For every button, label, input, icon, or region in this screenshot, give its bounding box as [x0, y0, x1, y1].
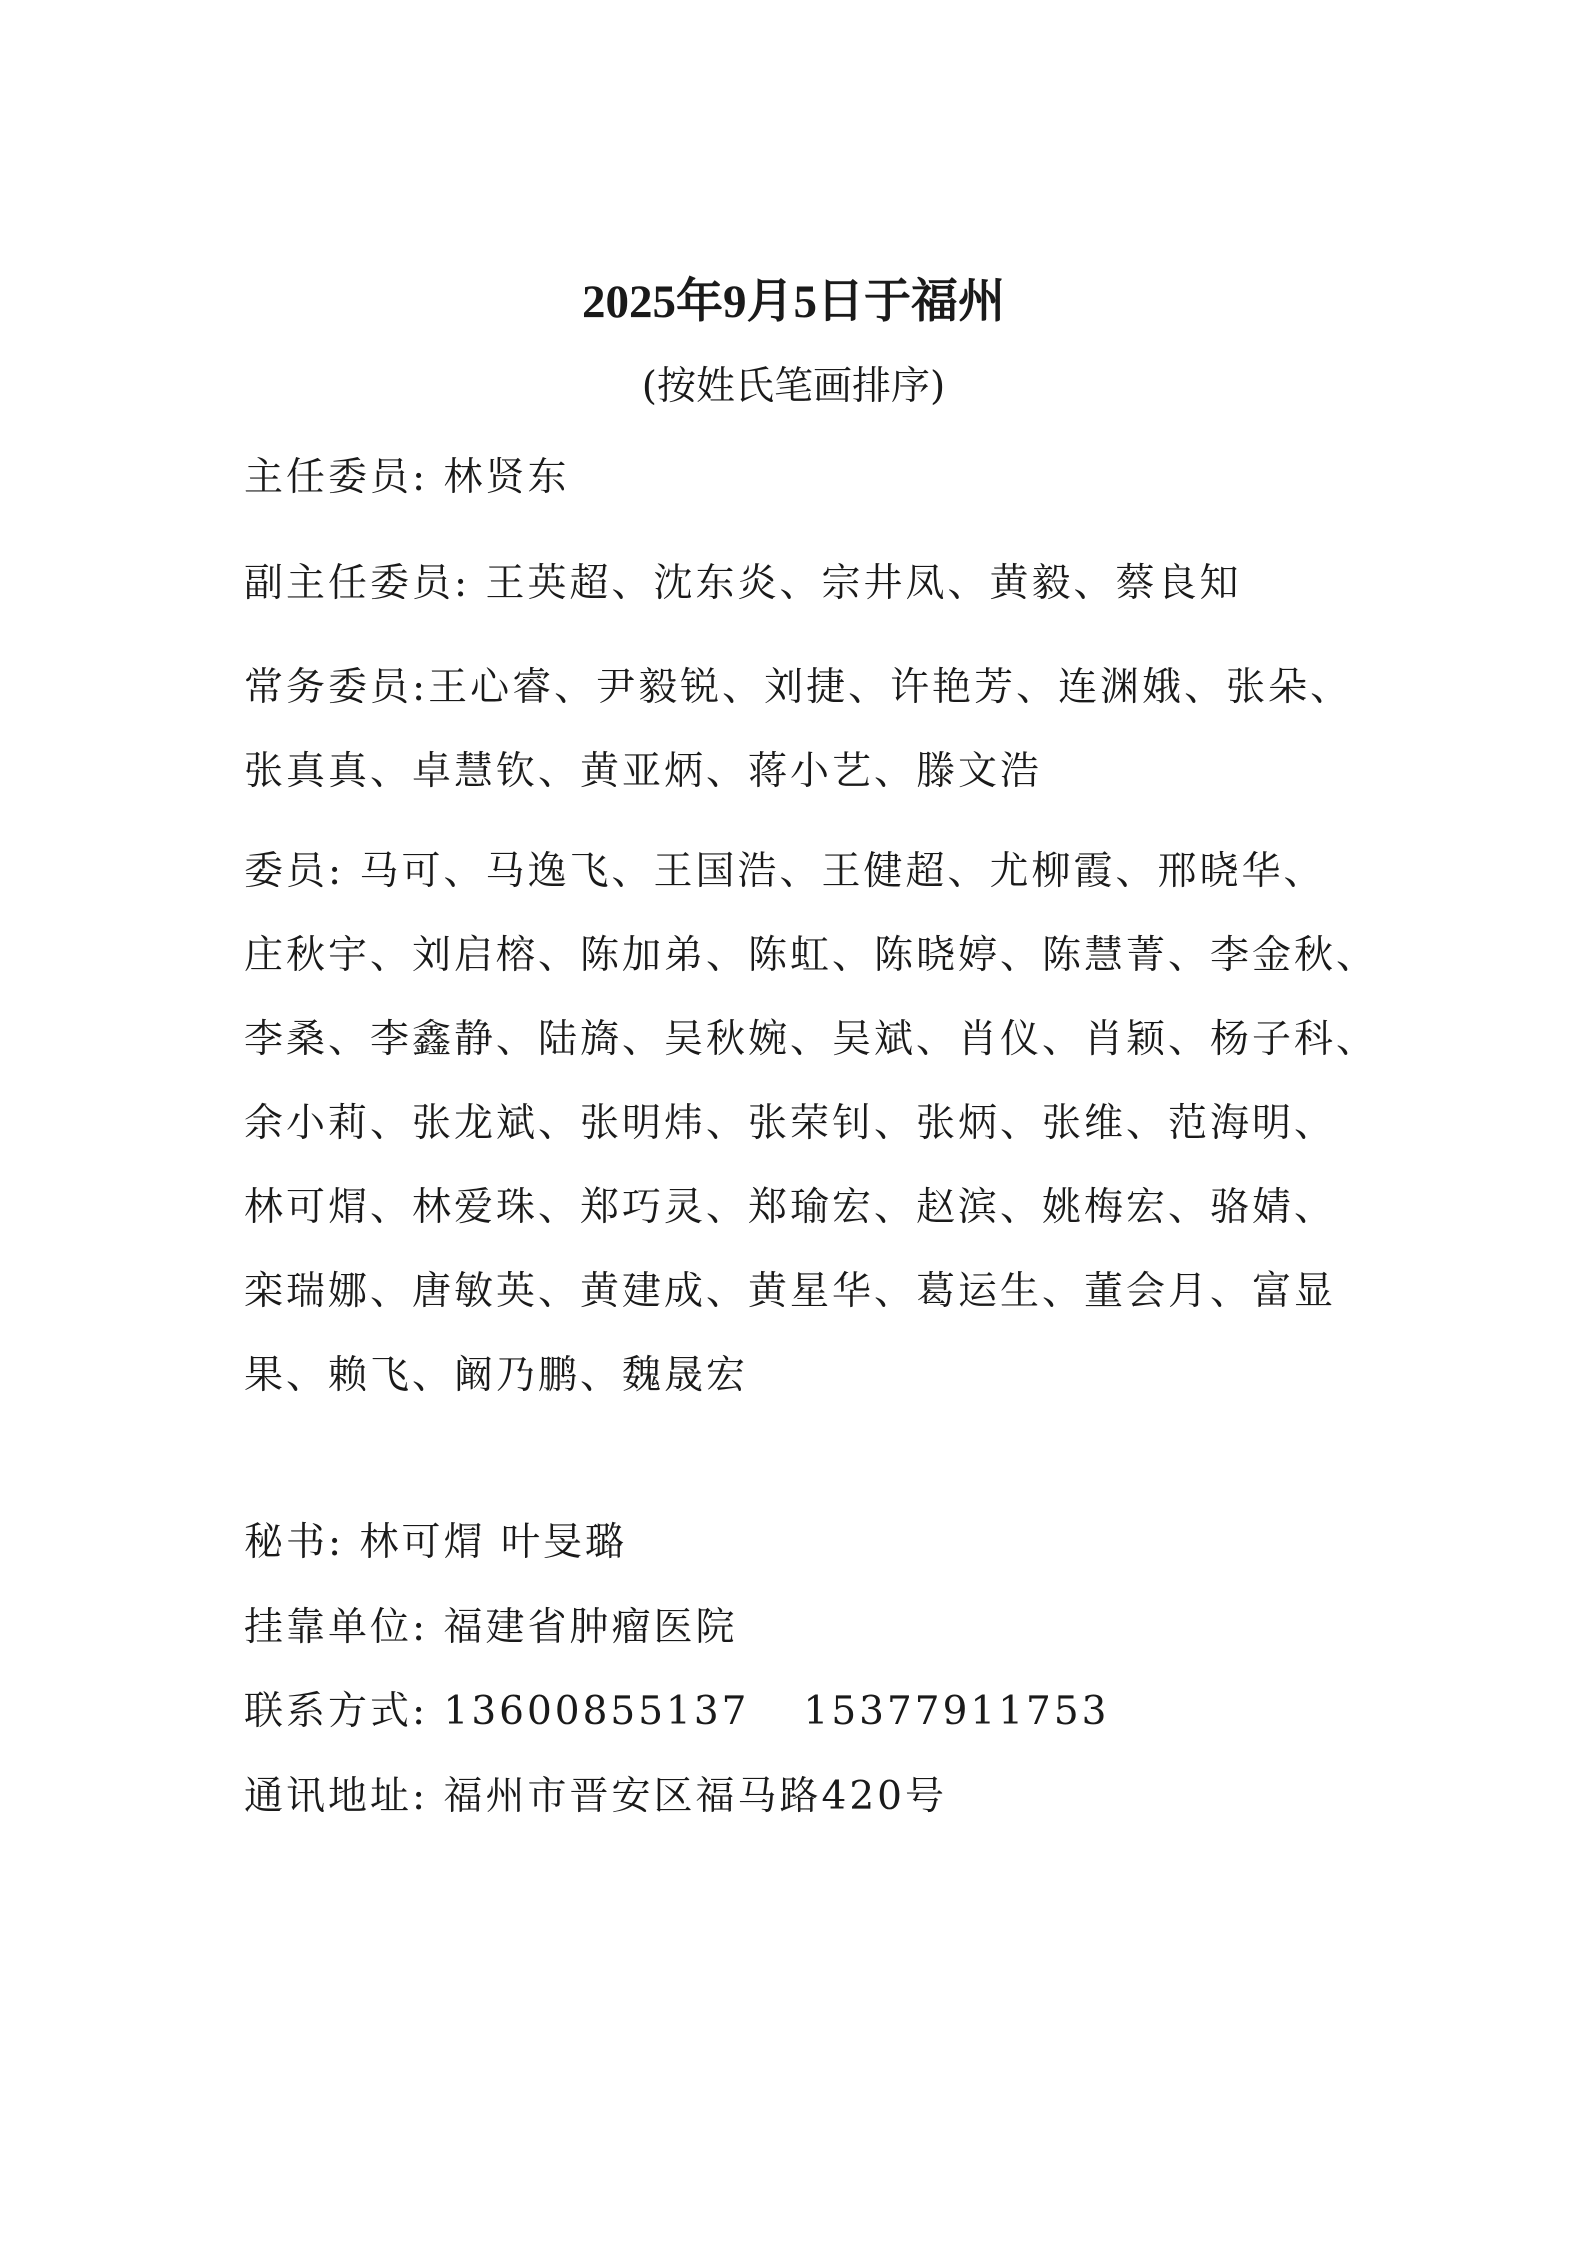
chair-names: 林贤东 [443, 455, 570, 500]
contact-line [244, 1685, 1364, 1739]
members-line: 余小莉、张龙斌、张明炜、张荣钊、张炳、张维、范海明、 [244, 1101, 1337, 1146]
host-unit-value: 福建省肿瘤医院 [443, 1605, 738, 1650]
standing-members-label: 常务委员: [244, 665, 429, 710]
vice-chair-label: 副主任委员: [244, 561, 471, 606]
members-section [244, 830, 1379, 1418]
members-line: 庄秋宇、刘启榕、陈加弟、陈虹、陈晓婷、陈慧菁、李金秋、 [244, 933, 1379, 978]
members-label: 委员: [244, 849, 345, 894]
contact-phone-2: 15377911753 [803, 1689, 1110, 1734]
secretary-label: 秘书: [244, 1520, 345, 1565]
address-value: 福州市晋安区福马路420号 [443, 1774, 947, 1819]
document-title: 2025年9月5日于福州 [582, 276, 1005, 328]
members-names: 马可、马逸飞、王国浩、王健超、尤柳霞、邢晓华、 [359, 849, 1326, 894]
contact-phone-1: 13600855137 [443, 1689, 750, 1734]
host-unit-label: 挂靠单位: [244, 1605, 429, 1650]
chair-line [244, 436, 1364, 520]
address-label: 通讯地址: [244, 1774, 429, 1819]
vice-chair-line [244, 542, 1364, 626]
standing-members-line [244, 646, 1364, 730]
secretary-names: 林可焨 叶旻璐 [359, 1520, 627, 1565]
chair-label: 主任委员: [244, 455, 429, 500]
vice-chair-names: 王英超、沈东炎、宗井凤、黄毅、蔡良知 [485, 561, 1242, 606]
vice-chair-section [244, 542, 1364, 626]
members-line [244, 830, 1364, 914]
members-line: 林可焨、林爱珠、郑巧灵、郑瑜宏、赵滨、姚梅宏、骆婧、 [244, 1185, 1337, 1230]
standing-members-section [244, 646, 1364, 814]
standing-members-names: 王心睿、尹毅锐、刘捷、许艳芳、连渊娥、张朵、 [428, 665, 1353, 710]
secretary-line [244, 1516, 1364, 1570]
members-line: 栾瑞娜、唐敏英、黄建成、黄星华、葛运生、董会月、富显 [244, 1269, 1337, 1314]
address-line [244, 1770, 1364, 1824]
host-unit-line [244, 1601, 1364, 1655]
standing-members-line: 张真真、卓慧钦、黄亚炳、蒋小艺、滕文浩 [244, 749, 1043, 794]
chair-section [244, 436, 1364, 520]
sort-note: (按姓氏笔画排序) [641, 364, 946, 409]
members-line: 果、赖飞、阚乃鹏、魏晟宏 [244, 1353, 749, 1398]
contact-label: 联系方式: [244, 1689, 429, 1734]
members-line: 李桑、李鑫静、陆旖、吴秋婉、吴斌、肖仪、肖颖、杨子科、 [244, 1017, 1379, 1062]
